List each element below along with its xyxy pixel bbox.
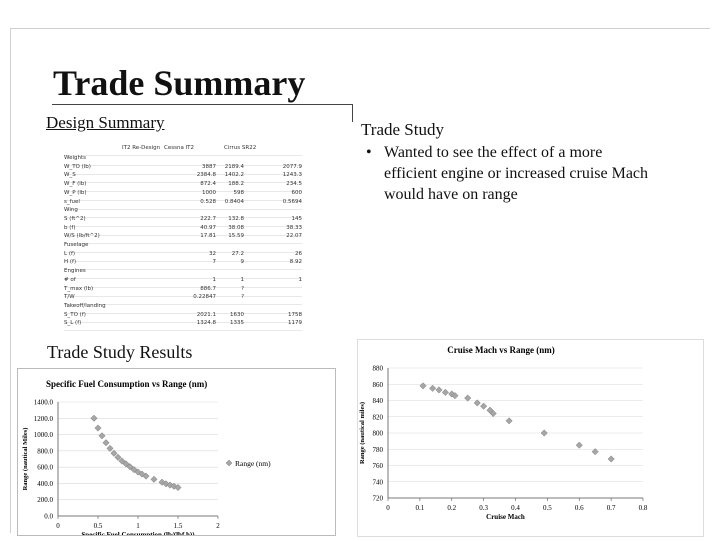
table-cell: ? <box>241 285 244 292</box>
y-tick-label: 800 <box>372 429 383 438</box>
x-tick-label: 0.6 <box>574 504 584 512</box>
table-cell: 1630 <box>230 311 244 318</box>
table-cell: Wing <box>64 207 78 214</box>
x-tick-label: 0 <box>386 504 390 512</box>
table-cell: 17.81 <box>200 233 216 240</box>
table-cell: 0.5694 <box>282 198 302 205</box>
table-header-cell: Cessna IT2 <box>164 145 195 151</box>
data-point <box>442 389 448 395</box>
table-cell: 598 <box>233 189 244 196</box>
x-axis-label: Specific Fuel Consumption (lb/(lbf h)) <box>81 531 195 535</box>
frame-top-line <box>10 28 710 29</box>
design-summary-heading: Design Summary <box>46 113 165 132</box>
y-tick-label: 840 <box>372 397 383 405</box>
x-tick-label: 1 <box>136 522 140 530</box>
table-cell: 40.97 <box>200 224 216 231</box>
sfc-vs-range-chart <box>18 369 335 535</box>
table-cell: 1 <box>240 276 244 283</box>
table-cell: 0.22847 <box>193 294 216 301</box>
table-cell: 7 <box>212 259 216 266</box>
table-cell: 1 <box>298 276 302 283</box>
data-point <box>420 383 426 389</box>
frame-left-line <box>10 28 11 533</box>
y-axis-label: Range (nautical Miles) <box>22 427 29 491</box>
x-tick-label: 0.7 <box>606 504 616 512</box>
chart-title: Specific Fuel Consumption vs Range (nm) <box>46 379 208 389</box>
x-tick-label: 0.5 <box>543 504 552 512</box>
table-cell: 3887 <box>202 163 216 170</box>
y-tick-label: 1200.0 <box>33 414 53 423</box>
trade-study-results-heading: Trade Study Results <box>47 342 193 362</box>
table-cell: W_P (lb) <box>64 189 87 196</box>
table-cell: 8.92 <box>289 259 302 266</box>
table-cell: H (f) <box>64 259 77 266</box>
y-tick-label: 740 <box>372 478 383 487</box>
legend-label: Range (nm) <box>235 459 271 468</box>
table-cell: 22.07 <box>286 233 302 240</box>
table-cell: 145 <box>291 215 302 222</box>
table-cell: S_L (f) <box>64 320 82 327</box>
x-tick-label: 2 <box>216 522 220 530</box>
y-axis-label: Range (nautical miles) <box>359 401 366 465</box>
y-tick-label: 820 <box>372 413 383 422</box>
table-cell: 1324.8 <box>196 320 216 327</box>
y-tick-label: 600.0 <box>37 463 53 472</box>
sfc-chart-panel <box>17 368 336 536</box>
table-cell: b (f) <box>64 224 76 231</box>
bullet-icon: • <box>366 144 372 161</box>
y-tick-label: 1000.0 <box>33 431 53 440</box>
table-cell: 188.2 <box>228 181 244 188</box>
data-point <box>608 456 614 462</box>
mach-chart-panel <box>357 339 704 537</box>
data-point <box>480 403 486 409</box>
table-cell: 32 <box>209 250 216 257</box>
table-cell: 886.7 <box>200 285 216 292</box>
data-point <box>436 387 442 393</box>
x-tick-label: 0.3 <box>479 504 488 512</box>
table-cell: ? <box>241 294 244 301</box>
chart-title: Cruise Mach vs Range (nm) <box>447 345 555 355</box>
table-cell: # of <box>64 276 76 283</box>
y-tick-label: 880 <box>372 364 383 373</box>
table-cell: W_S <box>64 172 76 179</box>
table-cell: 1758 <box>288 311 302 318</box>
y-tick-label: 760 <box>372 462 383 470</box>
data-point <box>95 425 101 431</box>
table-cell: 600 <box>291 189 302 196</box>
y-tick-label: 1400.0 <box>33 398 53 407</box>
data-point <box>151 476 157 482</box>
trade-study-heading: Trade Study <box>361 120 444 139</box>
x-tick-label: 0.5 <box>93 522 103 530</box>
data-point <box>99 433 105 439</box>
table-cell: 0.8404 <box>224 198 244 205</box>
table-cell: W_F (lb) <box>64 181 87 188</box>
table-cell: 2189.4 <box>224 163 244 170</box>
x-tick-label: 0.8 <box>638 504 648 512</box>
table-cell: 1335 <box>230 320 244 327</box>
data-point <box>103 440 109 446</box>
table-cell: S (ft^2) <box>64 215 86 222</box>
data-point <box>91 415 97 421</box>
table-cell: 234.5 <box>286 181 302 188</box>
table-cell: 15.59 <box>228 233 244 240</box>
trade-study-bullet-text: Wanted to see the effect of a more efficient engine or increased cruise Mach would have on range <box>384 144 649 203</box>
x-tick-label: 0 <box>56 522 60 530</box>
table-cell: Weights <box>64 155 87 161</box>
data-point <box>429 385 435 391</box>
table-cell: 1 <box>212 276 216 283</box>
table-cell: 27.2 <box>231 250 244 257</box>
table-cell: W_TO (lb) <box>64 163 91 170</box>
table-cell: Engines <box>64 268 86 275</box>
table-cell: 9 <box>240 259 244 266</box>
table-cell: 872.4 <box>200 181 216 188</box>
table-cell: L (f) <box>64 250 76 257</box>
table-cell: T/W <box>64 294 75 301</box>
table-cell: 38.08 <box>228 224 244 231</box>
mach-vs-range-chart <box>358 340 703 536</box>
table-cell: W/S (lb/ft^2) <box>64 233 100 240</box>
table-cell: S_TO (f) <box>64 311 86 318</box>
design-summary-rule-end <box>352 104 353 122</box>
data-point <box>506 418 512 424</box>
y-tick-label: 400.0 <box>37 479 53 488</box>
table-cell: Takeoff/landing <box>64 302 106 309</box>
x-tick-label: 0.4 <box>511 504 520 512</box>
legend-marker <box>226 460 232 466</box>
table-cell: 1402.2 <box>224 172 244 179</box>
table-cell: 222.7 <box>200 215 216 222</box>
x-tick-label: 0.2 <box>447 504 457 512</box>
table-header-cell: Cirrus SR22 <box>224 145 257 151</box>
table-cell: 26 <box>295 250 302 257</box>
table-cell: 2077.9 <box>282 163 302 170</box>
table-cell: Fuselage <box>64 242 89 248</box>
table-cell: 1179 <box>288 320 302 327</box>
table-cell: 2384.8 <box>196 172 216 179</box>
table-cell: 1243.3 <box>282 172 302 179</box>
y-tick-label: 720 <box>372 494 383 503</box>
y-tick-label: 780 <box>372 445 383 454</box>
x-tick-label: 1.5 <box>173 522 183 530</box>
table-cell: T_max (lb) <box>64 285 94 292</box>
y-tick-label: 0.0 <box>44 512 53 521</box>
table-cell: s_fuel <box>64 198 80 205</box>
data-point <box>541 430 547 436</box>
x-axis-label: Cruise Mach <box>486 513 525 521</box>
table-cell: 132.8 <box>228 215 244 222</box>
x-tick-label: 0.1 <box>415 504 425 512</box>
trade-study-bullet <box>366 142 656 205</box>
data-point <box>576 442 582 448</box>
table-header-cell: IT2 Re-Design <box>122 145 161 151</box>
table-cell: 0.528 <box>200 198 216 205</box>
table-cell: 1000 <box>202 189 216 196</box>
y-tick-label: 860 <box>372 380 383 389</box>
table-cell: 2021.1 <box>196 311 216 318</box>
y-tick-label: 800.0 <box>37 447 53 456</box>
y-tick-label: 200.0 <box>37 496 53 505</box>
design-summary-rule <box>52 104 352 105</box>
slide-title: Trade Summary <box>53 63 306 103</box>
table-cell: 38.33 <box>286 224 302 231</box>
design-summary-table <box>64 145 302 329</box>
table-row <box>64 320 302 331</box>
